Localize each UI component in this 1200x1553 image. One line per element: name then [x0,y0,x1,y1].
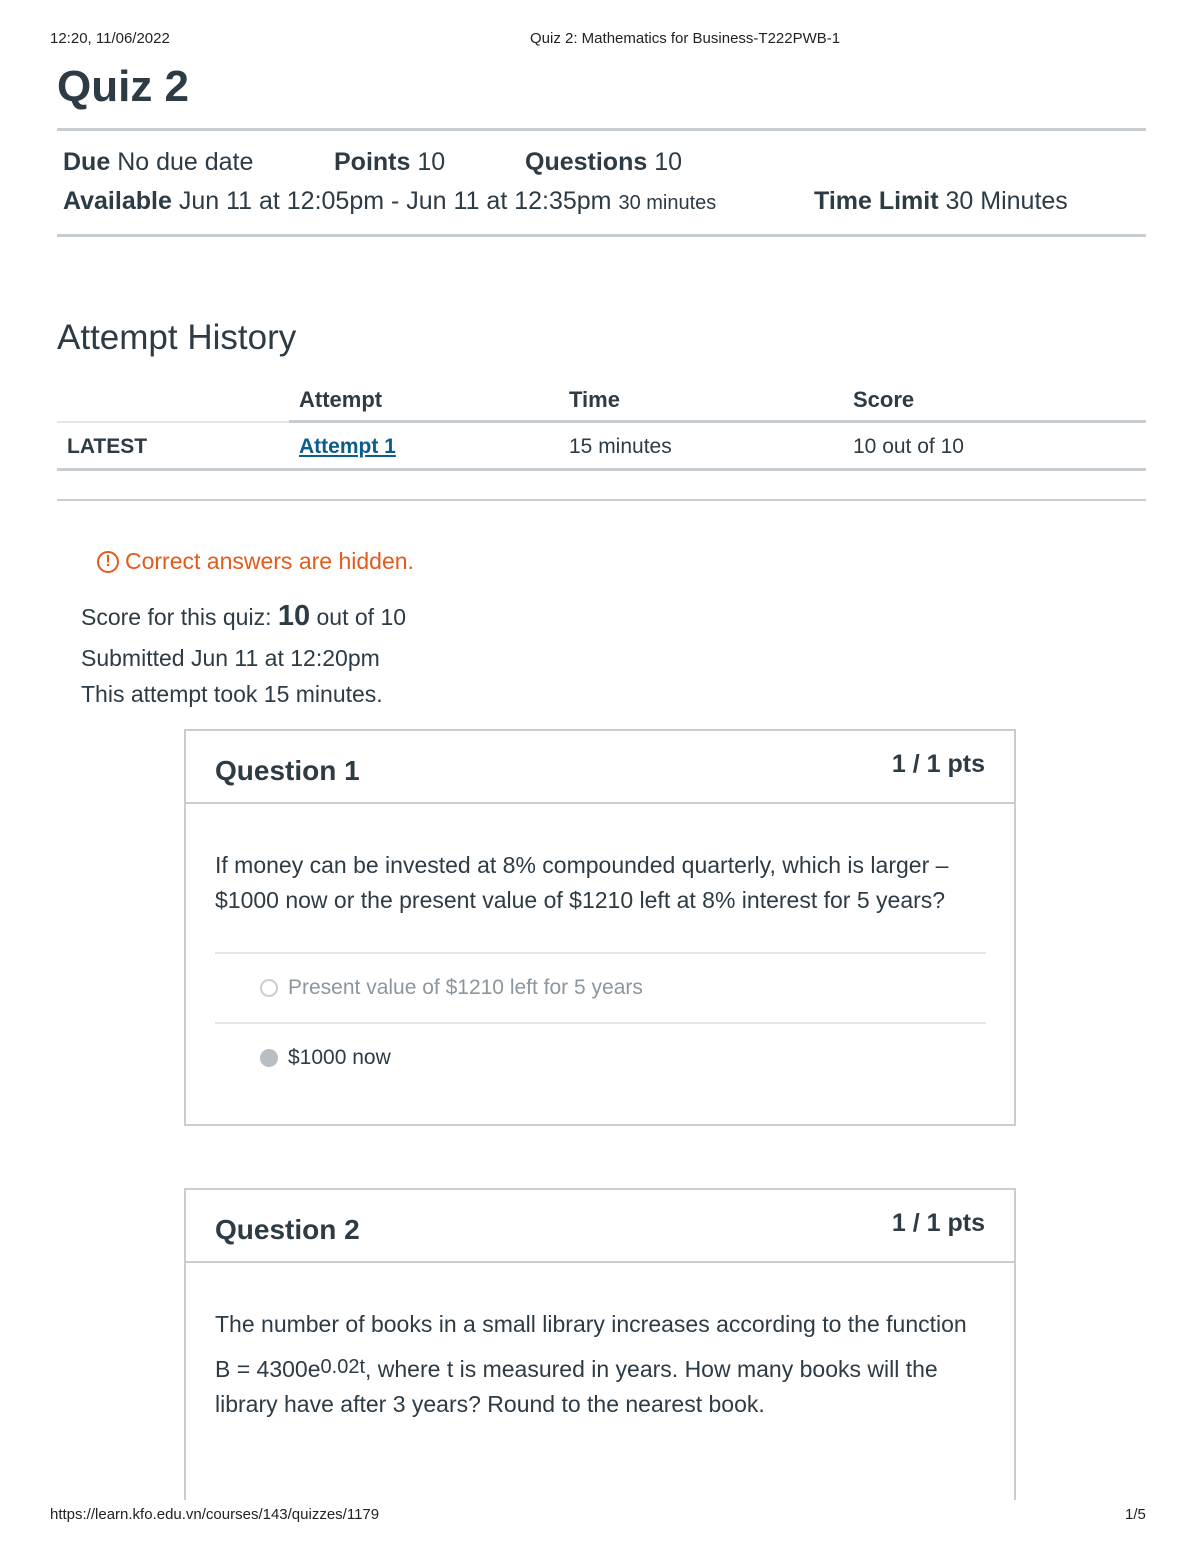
question-header [186,1190,1014,1263]
question-card [184,729,1016,1126]
question-text [215,1307,986,1422]
quiz-points [334,148,445,177]
due-value: No due date [117,148,254,176]
attempt-history-title: Attempt History [57,318,297,357]
print-page-title: Quiz 2: Mathematics for Business-T222PWB-1 [530,30,841,47]
available-value: Jun 11 at 12:05pm - Jun 11 at 12:35pm [178,187,612,215]
answer-divider [215,952,986,954]
points-value: 10 [417,148,446,176]
column-header-score: Score [853,387,915,412]
divider [57,499,1146,501]
quiz-score-summary [81,600,406,633]
quiz-due [63,148,253,177]
question-card [184,1188,1016,1500]
question-text-line: library have after 3 years? Round to the nearest book. [215,1391,765,1417]
attempt-duration: This attempt took 15 minutes. [81,681,383,707]
time-limit-value: 30 Minutes [945,187,1068,215]
attempt-status-label: LATEST [67,435,148,458]
quiz-questions [525,148,682,177]
due-label: Due [63,148,111,176]
score-value: 10 [277,600,311,632]
formula-exponent: 0.02t [320,1356,365,1378]
table-bottom-rule [57,468,1146,471]
score-prefix: Score for this quiz: [81,604,272,630]
warning-circle-icon: ! [97,551,119,573]
print-page-number: 1/5 [1125,1506,1146,1523]
quiz-time-limit [814,187,1068,216]
answer-label: $1000 now [288,1046,391,1069]
answer-option-selected[interactable] [260,1046,391,1070]
correct-answers-hidden-notice [97,548,414,575]
divider [57,128,1146,131]
question-text-line: The number of books in a small library increases according to the function [215,1311,967,1337]
available-duration: 30 minutes [618,192,717,214]
question-title: Question 2 [215,1214,360,1245]
score-suffix: out of 10 [316,604,407,630]
radio-button-selected-icon[interactable] [260,1049,278,1067]
radio-button-icon[interactable] [260,979,278,997]
questions-label: Questions [525,148,648,176]
table-header-rule [57,421,289,423]
notice-text: Correct answers are hidden. [125,548,414,574]
answer-option[interactable] [260,976,643,1000]
print-url: https://learn.kfo.edu.vn/courses/143/quizzes/1179 [50,1506,380,1523]
quiz-title: Quiz 2 [57,62,190,111]
time-limit-label: Time Limit [814,187,939,215]
divider [57,234,1146,237]
points-label: Points [334,148,411,176]
question-text-line: $1000 now or the present value of $1210 left at 8% interest for 5 years? [215,887,946,913]
question-points: 1 / 1 pts [891,750,985,778]
answer-label: Present value of $1210 left for 5 years [288,976,643,999]
table-header-rule [289,420,1146,423]
submitted-time: Submitted Jun 11 at 12:20pm [81,645,380,671]
question-points: 1 / 1 pts [891,1209,985,1237]
available-label: Available [63,187,172,215]
formula-base: B = 4300e [215,1356,321,1382]
question-text-rest: , where t is measured in years. How many books will the [365,1356,938,1382]
column-header-time: Time [569,387,620,412]
attempt-time: 15 minutes [569,435,672,458]
question-header [186,731,1014,804]
question-text-line: If money can be invested at 8% compounded quarterly, which is larger – [215,852,949,878]
question-text-line [215,1352,986,1387]
question-title: Question 1 [215,755,360,786]
answer-divider [215,1022,986,1024]
print-datetime: 12:20, 11/06/2022 [50,30,170,47]
attempt-1-link[interactable]: Attempt 1 [299,435,396,458]
quiz-available [63,187,716,216]
questions-value: 10 [654,148,683,176]
question-text [215,848,986,918]
attempt-score: 10 out of 10 [853,435,964,458]
column-header-attempt: Attempt [299,387,383,412]
